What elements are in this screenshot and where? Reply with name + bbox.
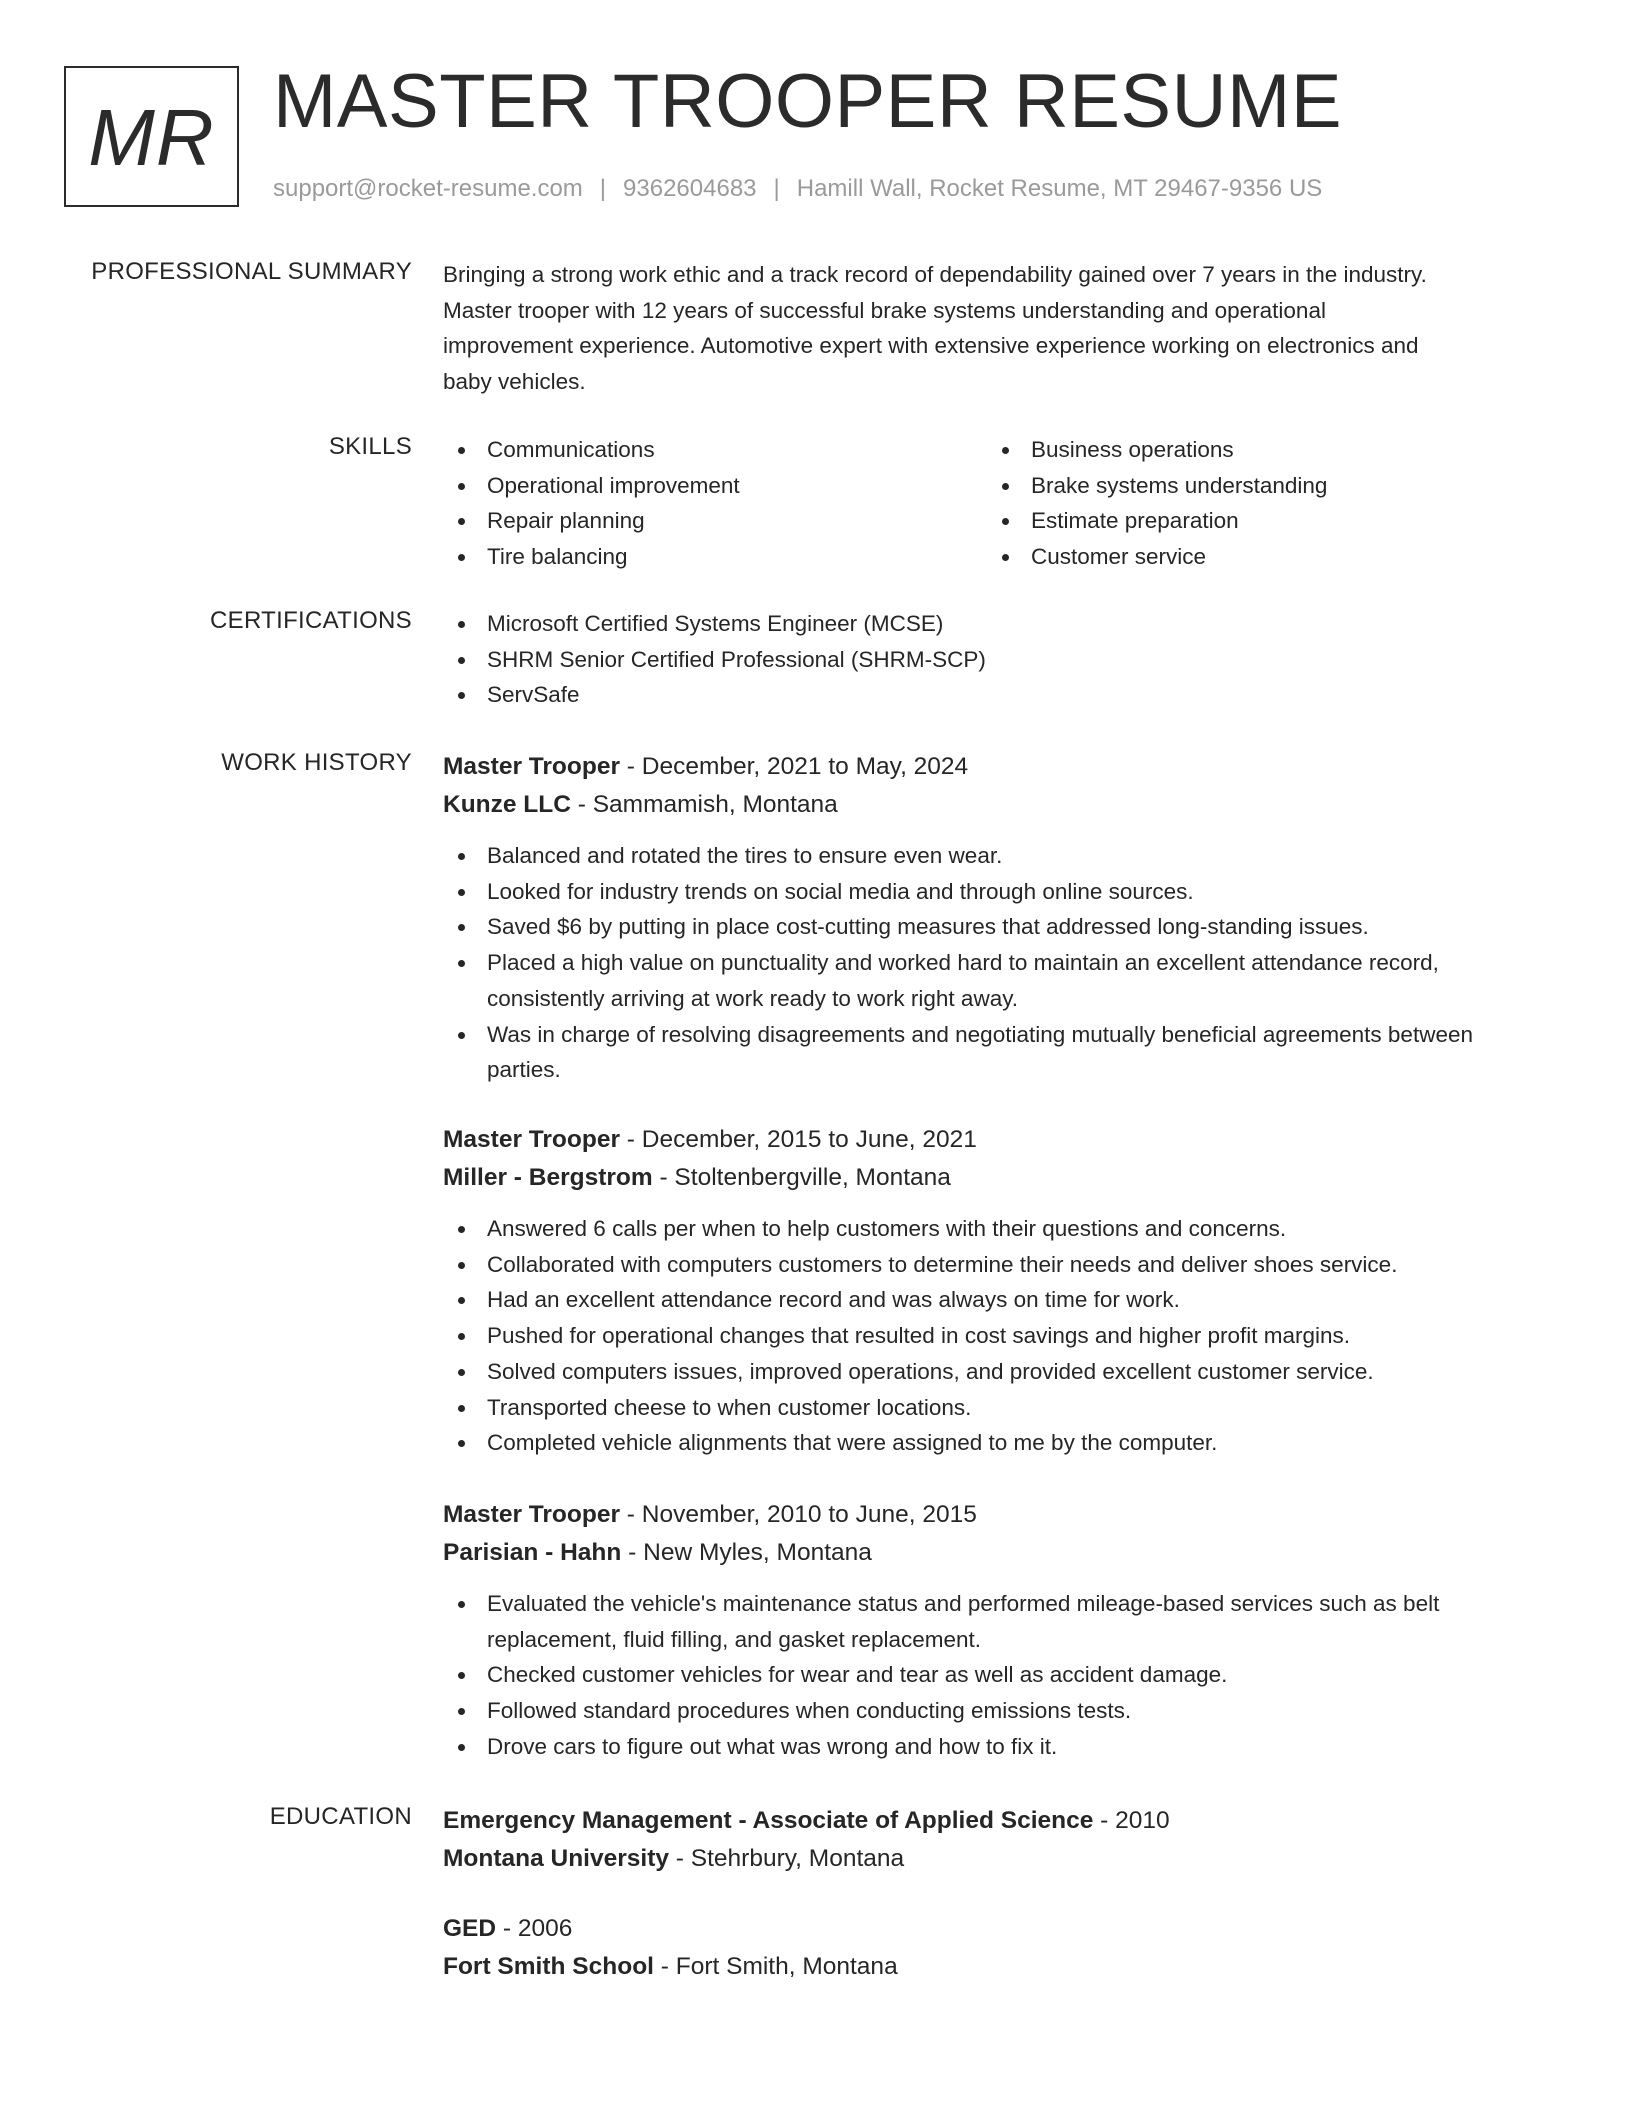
skill-item: Tire balancing [443,539,987,575]
job-duty: Followed standard procedures when conducting emissions tests. [443,1693,1533,1729]
skills-list-left [443,432,987,575]
summary-line: Master trooper with 12 years of successful brake systems understanding and operational [443,297,1326,323]
summary-line: improvement experience. Automotive expert with extensive experience working on electronics and [443,333,1419,359]
job-duty: Was in charge of resolving disagreements and negotiating mutually beneficial agreements between parties. [443,1017,1533,1088]
job-duty: Pushed for operational changes that resulted in cost savings and higher profit margins. [443,1318,1533,1354]
certifications-list [443,606,1533,713]
education-degree: Emergency Management - Associate of Applied Science [443,1807,1094,1834]
skills-body [443,432,1533,575]
job-duty: Solved computers issues, improved operations, and provided excellent customer service. [443,1354,1533,1390]
skill-item: Operational improvement [443,468,987,504]
job-location: - New Myles, Montana [621,1539,872,1566]
skills-list-right [987,432,1531,575]
section-title: CERTIFICATIONS [210,607,412,634]
monogram-logo [64,66,239,207]
job-duty: Answered 6 calls per when to help customers with their questions and concerns. [443,1211,1533,1247]
education-year: - 2006 [496,1915,573,1942]
job-location: - Sammamish, Montana [570,791,838,818]
education-degree-line [443,1802,1533,1840]
certification-item: SHRM Senior Certified Professional (SHRM-SCP) [443,642,1533,678]
job-dates: - November, 2010 to June, 2015 [620,1501,977,1528]
skill-item: Estimate preparation [987,503,1531,539]
education-year: - 2010 [1093,1807,1170,1834]
job-duty: Checked customer vehicles for wear and tear as well as accident damage. [443,1657,1533,1693]
job-role-line [443,1496,1533,1534]
education-school-line [443,1948,898,1986]
certifications-body [443,606,1533,713]
monogram-initials: MR [88,92,215,182]
education-degree-line [443,1910,898,1948]
skill-item: Communications [443,432,987,468]
job-duty: Had an excellent attendance record and was always on time for work. [443,1282,1533,1318]
job-company-line [443,1534,1533,1572]
contact-separator: | [599,175,607,202]
skill-item: Repair planning [443,503,987,539]
job-duty: Transported cheese to when customer locations. [443,1390,1533,1426]
skill-item: Brake systems understanding [987,468,1531,504]
education-school-line [443,1840,1533,1878]
summary-line: Bringing a strong work ethic and a track record of dependability gained over 7 years in the industry. [443,262,1427,287]
resume-title: MASTER TROOPER RESUME [273,59,1343,144]
education-location: - Fort Smith, Montana [653,1953,898,1980]
job-location: - Stoltenbergville, Montana [652,1164,951,1191]
job-duties [443,838,1533,1088]
section-title: WORK HISTORY [221,749,412,776]
education-entry [443,1910,898,1986]
section-title: PROFESSIONAL SUMMARY [91,258,412,285]
contact-address: Hamill Wall, Rocket Resume, MT 29467-9356 US [796,175,1323,202]
education-degree: GED [443,1915,497,1942]
summary-body [443,257,1533,400]
skill-item: Customer service [987,539,1531,575]
job-dates: - December, 2015 to June, 2021 [620,1126,977,1153]
job-entry [443,748,1533,1088]
job-duties [443,1586,1533,1765]
work-history-body [443,748,1533,1759]
section-title: SKILLS [328,433,412,460]
job-company-line [443,786,1533,824]
education-school: Fort Smith School [443,1953,654,1980]
job-company-line [443,1159,1533,1197]
certification-item: Microsoft Certified Systems Engineer (MCSE) [443,606,1533,642]
skill-item: Business operations [987,432,1531,468]
job-role: Master Trooper [443,1126,620,1153]
job-company: Kunze LLC [443,791,571,818]
job-duty: Looked for industry trends on social media and through online sources. [443,874,1533,910]
contact-line [273,174,1322,204]
job-role: Master Trooper [443,1501,620,1528]
summary-line: baby vehicles. [443,369,586,395]
job-duty: Collaborated with computers customers to determine their needs and deliver shoes service. [443,1247,1533,1283]
job-role: Master Trooper [443,753,620,780]
job-duty: Saved $6 by putting in place cost-cutting measures that addressed long-standing issues. [443,909,1533,945]
certification-item: ServSafe [443,677,1533,713]
job-dates: - December, 2021 to May, 2024 [620,753,969,780]
job-company: Parisian - Hahn [443,1539,622,1566]
education-school: Montana University [443,1845,669,1872]
job-role-line [443,1121,1533,1159]
job-duty: Balanced and rotated the tires to ensure even wear. [443,838,1533,874]
section-title: EDUCATION [269,1803,412,1830]
contact-separator: | [773,175,780,202]
job-duty: Evaluated the vehicle's maintenance status and performed mileage-based services such as belt replacement, fluid filling, and gasket replacement. [443,1586,1533,1657]
job-company: Miller - Bergstrom [443,1164,653,1191]
job-entry [443,1121,1533,1461]
education-entry [443,1802,1533,1878]
job-duties [443,1211,1533,1461]
contact-email: support@rocket-resume.com [273,175,583,202]
job-duty: Completed vehicle alignments that were assigned to me by the computer. [443,1425,1533,1461]
job-entry [443,1496,1533,1765]
education-body [443,1802,1533,1980]
job-role-line [443,748,1533,786]
job-duty: Drove cars to figure out what was wrong and how to fix it. [443,1729,1533,1765]
contact-phone: 9362604683 [623,175,757,202]
job-duty: Placed a high value on punctuality and worked hard to maintain an excellent attendance record, consistently arriving at work ready to work right away. [443,945,1533,1016]
education-location: - Stehrbury, Montana [669,1845,905,1872]
